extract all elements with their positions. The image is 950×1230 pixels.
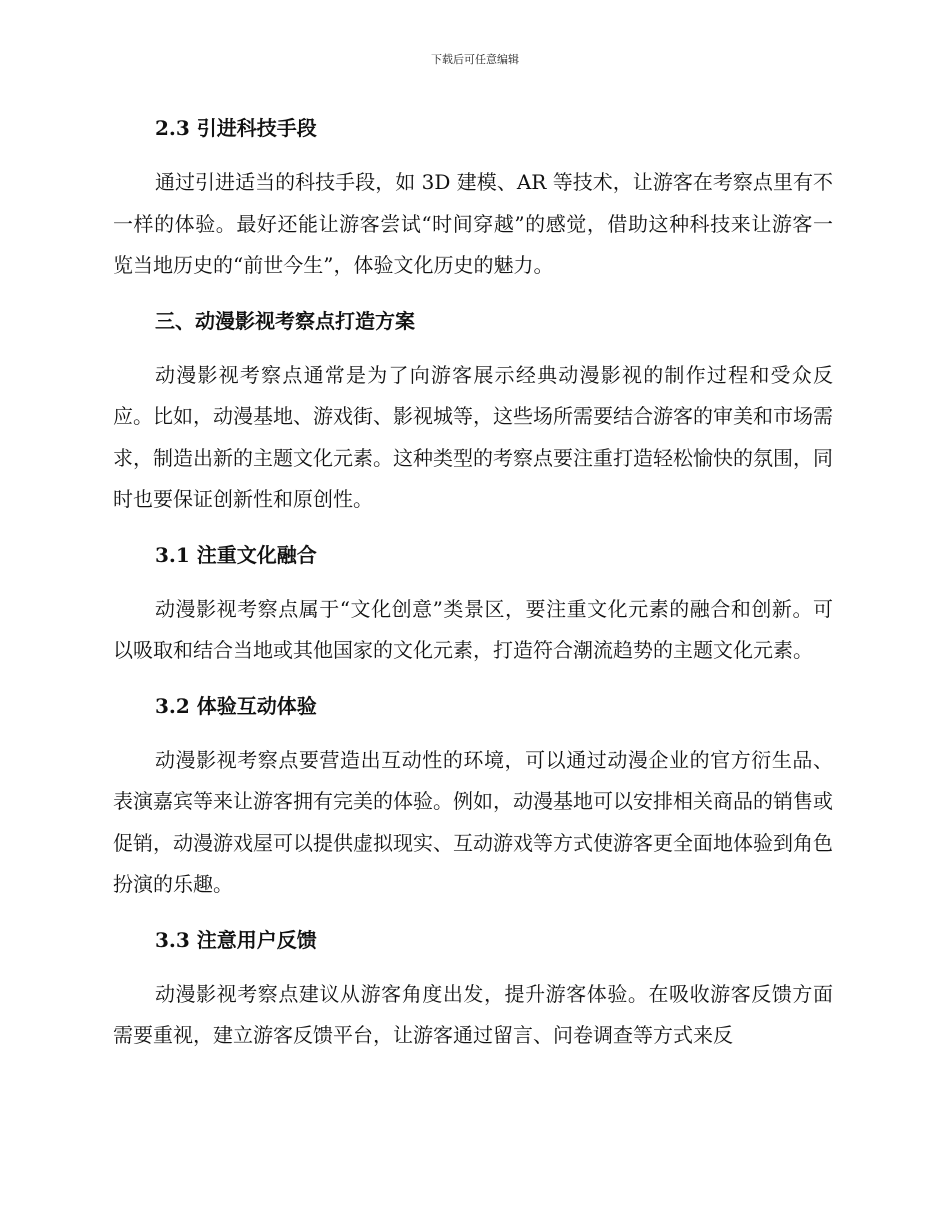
section-heading-3-2: 3.2 体验互动体验: [155, 693, 317, 718]
paragraph-2-3: 通过引进适当的科技手段，如 3D 建模、AR 等技术，让游客在考察点里有不一样的体验。最好还能让游客尝试“时间穿越”的感觉，借助这种科技来让游客一览当地历史的“前世今生”，体验文化历史的魅力。: [113, 170, 833, 277]
section-heading-3-1: 3.1 注重文化融合: [155, 542, 317, 567]
section-heading-2-3: 2.3 引进科技手段: [155, 116, 317, 140]
section-heading-3: 三、动漫影视考察点打造方案: [155, 308, 415, 333]
paragraph-3-3: 动漫影视考察点建议从游客角度出发，提升游客体验。在吸收游客反馈方面需要重视，建立游客反馈平台，让游客通过留言、问卷调查等方式来反: [113, 981, 833, 1047]
page-header: 下载后可任意编辑: [431, 53, 519, 66]
section-heading-3-3: 3.3 注意用户反馈: [155, 927, 317, 952]
paragraph-3: 动漫影视考察点通常是为了向游客展示经典动漫影视的制作过程和受众反应。比如，动漫基地、游戏街、影视城等，这些场所需要结合游客的审美和市场需求，制造出新的主题文化元素。这种类型的考察点要注重打造轻松愉快的氛围，同时也要保证创新性和原创性。: [113, 362, 833, 511]
paragraph-3-1: 动漫影视考察点属于“文化创意”类景区，要注重文化元素的融合和创新。可以吸取和结合当地或其他国家的文化元素，打造符合潮流趋势的主题文化元素。: [113, 596, 833, 662]
document-body: [113, 108, 833, 1057]
paragraph-3-2: 动漫影视考察点要营造出互动性的环境，可以通过动漫企业的官方衍生品、表演嘉宾等来让游客拥有完美的体验。例如，动漫基地可以安排相关商品的销售或促销，动漫游戏屋可以提供虚拟现实、互动游戏等方式使游客更全面地体验到角色扮演的乐趣。: [113, 747, 833, 896]
